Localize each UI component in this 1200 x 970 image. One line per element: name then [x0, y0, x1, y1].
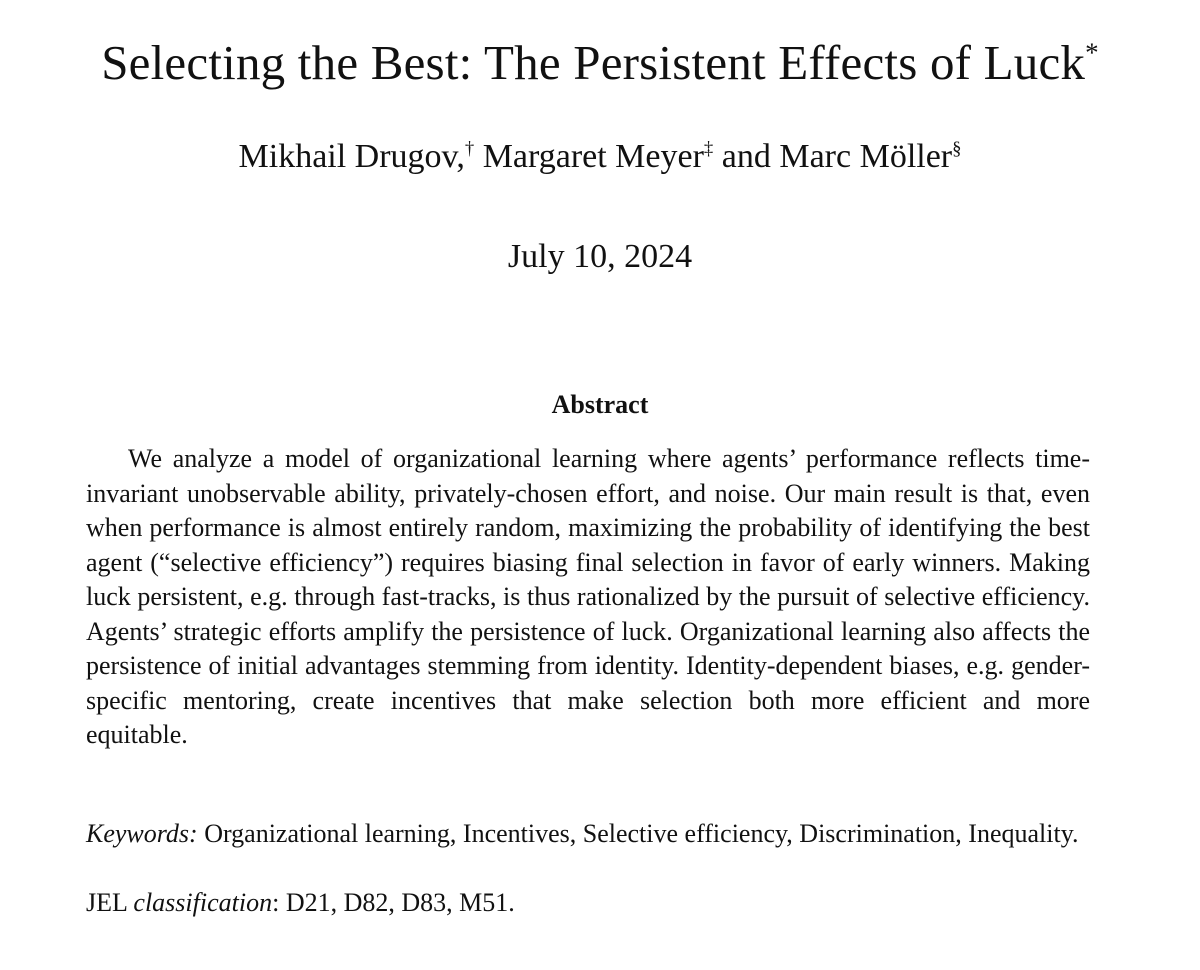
paper-title — [0, 34, 1200, 91]
keywords-line — [86, 817, 1090, 852]
jel-colon: : — [272, 888, 280, 917]
author-1 — [239, 138, 475, 175]
jel-codes: D21, D82, D83, M51. — [285, 888, 515, 917]
keywords-text: Organizational learning, Incentives, Selective efficiency, Discrimination, Inequality. — [204, 819, 1079, 848]
author-list — [0, 138, 1200, 176]
jel-label-prefix: JEL — [86, 888, 127, 917]
title-footnote-mark: * — [1085, 37, 1099, 68]
author-name: and Marc Möller — [721, 138, 953, 175]
author-2 — [483, 138, 714, 175]
author-name: Margaret Meyer — [482, 138, 704, 175]
keywords-label: Keywords: — [86, 819, 198, 848]
author-footnote-mark: § — [952, 138, 962, 160]
author-3 — [722, 138, 962, 175]
paper-date: July 10, 2024 — [507, 238, 693, 275]
abstract-heading: Abstract — [551, 390, 649, 419]
jel-classification-line — [86, 886, 1090, 921]
abstract-text: We analyze a model of organizational learning where agents’ performance reflects time-invariant unobservable ability, privately-chosen effort, and noise. Our main result is that, even when performance is almost entirely random, maximizing the probability of identifying the best agent (“selective efficiency”) requires biasing final selection in favor of early winners. Making luck persistent, e.g. through fast-tracks, is thus rationalized by the pursuit of selective efficiency. Agents’ strategic efforts amplify the persistence of luck. Organizational learning also affects the persistence of initial advantages stemming from identity. Identity-dependent biases, e.g. gender-specific mentoring, create incentives that make selection both more efficient and more equitable. — [86, 444, 1090, 749]
jel-label-italic: classification — [133, 888, 273, 917]
author-name: Mikhail Drugov, — [238, 138, 465, 175]
title-text: Selecting the Best: The Persistent Effects of Luck — [101, 35, 1086, 90]
author-footnote-mark: † — [464, 138, 475, 160]
author-footnote-mark: ‡ — [703, 138, 714, 160]
